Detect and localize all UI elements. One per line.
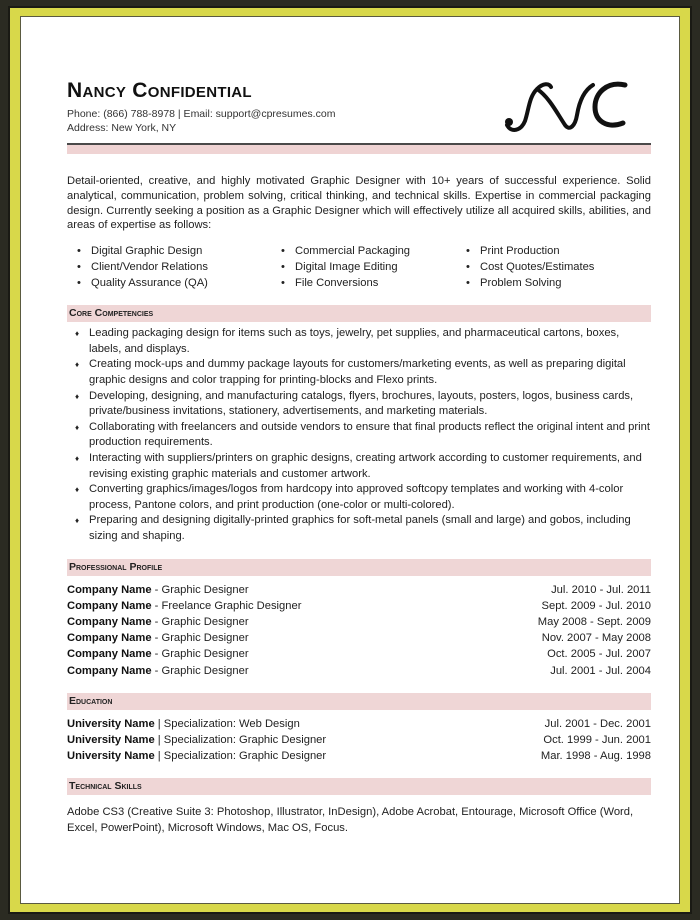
list-item: ♦ Leading packaging design for items such as toys, jewelry, pet supplies, and pharmaceutical cartons, boxes, labels, and displays. bbox=[67, 326, 651, 357]
summary-paragraph: Detail-oriented, creative, and highly motivated Graphic Designer with 10+ years of successful experience. Solid analytical, communication, problem solving, critical thinking, and technical skills. Expertise in commercial packaging design. Currently seeking a position as a Graphic Designer which will effectively utilize all acquired skills, abilities, and areas of expertise as follows: bbox=[67, 175, 651, 232]
table-row bbox=[67, 732, 651, 748]
profile-rows bbox=[67, 582, 651, 679]
header-rule bbox=[67, 143, 651, 154]
job-role: - Graphic Designer bbox=[151, 648, 249, 661]
skill-item: • Print Production bbox=[456, 243, 636, 259]
skills-column-1 bbox=[67, 243, 271, 291]
company-name: Company Name bbox=[67, 664, 152, 677]
company-name: Company Name bbox=[67, 632, 152, 645]
skill-item: • Digital Image Editing bbox=[271, 259, 456, 275]
school-name: University Name bbox=[67, 733, 155, 746]
education-dates: Mar. 1998 - Aug. 1998 bbox=[540, 750, 651, 763]
section-heading-core: Core Competencies bbox=[67, 305, 651, 322]
skill-item: • Problem Solving bbox=[456, 275, 636, 291]
list-item: ♦ Converting graphics/images/logos from hardcopy into approved softcopy templates and working with 4-color process, Pantone colors, and print production (one-color or multi-colored). bbox=[67, 482, 651, 513]
specialization: | Specialization: Graphic Designer bbox=[154, 750, 327, 763]
job-role: - Graphic Designer bbox=[151, 583, 249, 596]
education-dates: Jul. 2001 - Dec. 2001 bbox=[544, 717, 651, 730]
school-name: University Name bbox=[67, 717, 155, 730]
section-heading-technical: Technical Skills bbox=[67, 778, 651, 795]
list-item: ♦ Collaborating with freelancers and outside vendors to ensure that final products reflect the original intent and print production requirements. bbox=[67, 420, 651, 451]
education-dates: Oct. 1999 - Jun. 2001 bbox=[543, 733, 651, 746]
list-item: ♦ Creating mock-ups and dummy package layouts for customers/marketing events, as well as preparing digital graphic designs and color trapping for printing-blocks and Flexo prints. bbox=[67, 357, 651, 388]
table-row bbox=[67, 614, 651, 630]
job-dates: Jul. 2001 - Jul. 2004 bbox=[550, 664, 651, 677]
table-row bbox=[67, 630, 651, 646]
skills-column-2 bbox=[271, 243, 456, 291]
core-competencies-list bbox=[67, 326, 651, 544]
skills-column-3 bbox=[456, 243, 636, 291]
education-rows bbox=[67, 716, 651, 765]
job-role: - Graphic Designer bbox=[151, 632, 249, 645]
job-dates: Nov. 2007 - May 2008 bbox=[541, 632, 651, 645]
candidate-name: Nancy Confidential bbox=[67, 79, 252, 102]
table-row bbox=[67, 646, 651, 662]
job-role: - Graphic Designer bbox=[151, 615, 249, 628]
company-name: Company Name bbox=[67, 648, 152, 661]
skill-item: • Digital Graphic Design bbox=[67, 243, 271, 259]
job-dates: Sept. 2009 - Jul. 2010 bbox=[541, 599, 651, 612]
skill-item: • File Conversions bbox=[271, 275, 456, 291]
company-name: Company Name bbox=[67, 583, 152, 596]
skill-item: • Quality Assurance (QA) bbox=[67, 275, 271, 291]
job-dates: Oct. 2005 - Jul. 2007 bbox=[547, 648, 651, 661]
job-dates: May 2008 - Sept. 2009 bbox=[537, 615, 651, 628]
contact-address: Address: New York, NY bbox=[67, 122, 177, 134]
skill-item: • Commercial Packaging bbox=[271, 243, 456, 259]
skills-grid bbox=[67, 243, 651, 291]
technical-skills-text: Adobe CS3 (Creative Suite 3: Photoshop, Illustrator, InDesign), Adobe Acrobat, Entourage, Microsoft Office (Word, Excel, PowerPoint), Microsoft Windows, Mac OS, Focus. bbox=[67, 806, 634, 834]
job-role: - Graphic Designer bbox=[151, 664, 249, 677]
list-item: ♦ Developing, designing, and manufacturing catalogs, flyers, brochures, layouts, posters, logos, business cards, private/business invitations, stationery, advertisements, and marketing materials. bbox=[67, 389, 651, 420]
resume-content bbox=[67, 79, 651, 837]
image-frame bbox=[8, 6, 692, 914]
job-dates: Jul. 2010 - Jul. 2011 bbox=[551, 583, 651, 596]
resume-page bbox=[20, 16, 680, 904]
skill-item: • Cost Quotes/Estimates bbox=[456, 259, 636, 275]
table-row bbox=[67, 598, 651, 614]
specialization: | Specialization: Graphic Designer bbox=[154, 733, 327, 746]
table-row bbox=[67, 582, 651, 598]
company-name: Company Name bbox=[67, 615, 152, 628]
table-row bbox=[67, 748, 651, 764]
table-row bbox=[67, 716, 651, 732]
section-heading-education: Education bbox=[67, 693, 651, 710]
job-role: - Freelance Graphic Designer bbox=[151, 599, 302, 612]
section-heading-profile: Professional Profile bbox=[67, 559, 651, 576]
list-item: ♦ Preparing and designing digitally-printed graphics for soft-metal panels (small and large) and gobos, including sizing and shaping. bbox=[67, 513, 651, 544]
contact-phone-email: Phone: (866) 788-8978 | Email: support@cpresumes.com bbox=[67, 108, 336, 120]
school-name: University Name bbox=[67, 750, 155, 763]
list-item: ♦ Interacting with suppliers/printers on graphic designs, creating artwork according to customer requirements, and revising existing graphic materials and customer artwork. bbox=[67, 451, 651, 482]
contact-info bbox=[67, 107, 651, 135]
company-name: Company Name bbox=[67, 599, 152, 612]
specialization: | Specialization: Web Design bbox=[154, 717, 300, 730]
skill-item: • Client/Vendor Relations bbox=[67, 259, 271, 275]
table-row bbox=[67, 663, 651, 679]
